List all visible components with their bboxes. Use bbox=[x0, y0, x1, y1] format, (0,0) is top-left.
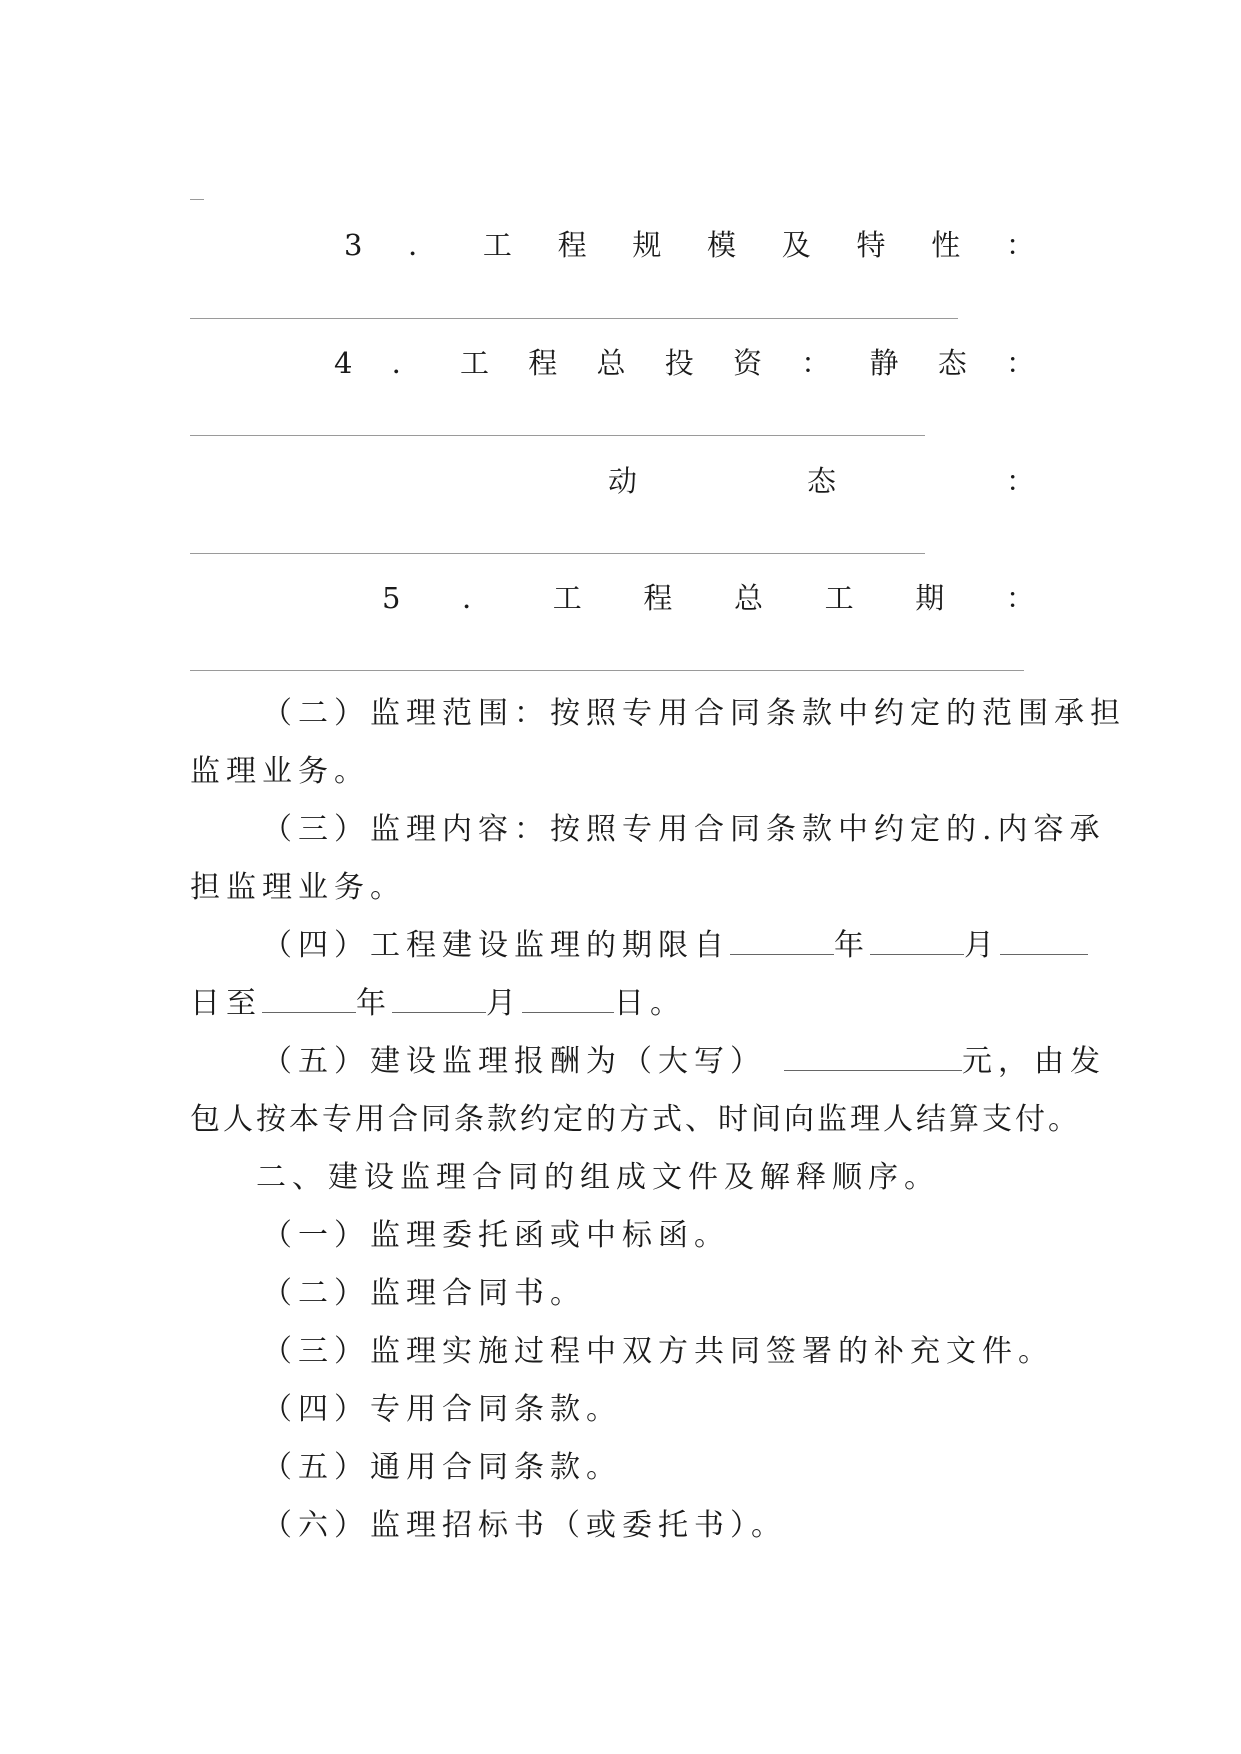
end-day-label: 日。 bbox=[614, 986, 686, 1021]
blank-line-static-investment bbox=[190, 435, 925, 436]
list-item: （四）专用合同条款。 bbox=[262, 1392, 622, 1427]
list-item: （五）通用合同条款。 bbox=[262, 1450, 622, 1485]
heading-row-dynamic bbox=[608, 461, 1035, 501]
row3-char: 性 bbox=[931, 228, 961, 262]
row5-char: ． bbox=[462, 581, 492, 615]
fee-line-2: 包人按本专用合同条款约定的方式、时间向监理人结算支付。 bbox=[190, 1102, 1081, 1137]
fee-suffix: 元，由发 bbox=[962, 1044, 1106, 1079]
row5-char: 工 bbox=[824, 581, 854, 615]
dynamic-char: 动 bbox=[608, 464, 638, 498]
row5-char: 程 bbox=[643, 581, 673, 615]
row3-char: 程 bbox=[557, 228, 587, 262]
dynamic-char: 态 bbox=[806, 464, 836, 498]
content-line-2: 担监理业务。 bbox=[190, 870, 406, 905]
heading-row-5 bbox=[382, 578, 1035, 618]
row4-char: 工 bbox=[459, 346, 489, 380]
period-line-1 bbox=[190, 917, 1050, 975]
row4-char: 4 bbox=[334, 346, 353, 380]
row3-char: 工 bbox=[482, 228, 512, 262]
row4-char: ． bbox=[391, 346, 421, 380]
heading-row-4 bbox=[334, 343, 1035, 383]
heading-row-3 bbox=[344, 225, 1035, 265]
row5-char: 5 bbox=[382, 581, 401, 615]
row5-char: 工 bbox=[552, 581, 582, 615]
fee-prefix: （五）建设监理报酬为（大写） bbox=[262, 1044, 766, 1079]
year-label: 年 bbox=[834, 928, 870, 963]
row5-char: ： bbox=[1005, 581, 1035, 615]
row5-char: 总 bbox=[734, 581, 764, 615]
end-year-label: 年 bbox=[356, 986, 392, 1021]
list-item: （三）监理实施过程中双方共同签署的补充文件。 bbox=[262, 1334, 1054, 1369]
day-to-label: 日至 bbox=[190, 986, 262, 1021]
fee-line-1 bbox=[190, 1033, 1106, 1091]
row5-char: 期 bbox=[915, 581, 945, 615]
year-blank bbox=[730, 930, 834, 955]
row3-char: 模 bbox=[707, 228, 737, 262]
period-prefix: （四）工程建设监理的期限自 bbox=[262, 928, 730, 963]
blank-line-duration bbox=[190, 670, 1024, 671]
row4-char: 静 bbox=[869, 346, 899, 380]
row3-char: ． bbox=[408, 228, 438, 262]
blank-line-dynamic-investment bbox=[190, 553, 925, 554]
row3-char: 规 bbox=[632, 228, 662, 262]
content-line-1: （三）监理内容：按照专用合同条款中约定的.内容承 bbox=[262, 812, 1106, 847]
period-line-2 bbox=[190, 975, 1050, 1033]
end-day-blank bbox=[522, 988, 614, 1013]
row3-char: 3 bbox=[344, 228, 363, 262]
scope-line-1: （二）监理范围：按照专用合同条款中约定的范围承担 bbox=[262, 696, 1126, 731]
row4-char: ： bbox=[1005, 346, 1035, 380]
month-label: 月 bbox=[964, 928, 1000, 963]
row3-char: ： bbox=[1005, 228, 1035, 262]
end-month-blank bbox=[392, 988, 486, 1013]
end-month-label: 月 bbox=[486, 986, 522, 1021]
row4-char: 程 bbox=[528, 346, 558, 380]
row4-char: 资 bbox=[732, 346, 762, 380]
section-2-title: 二、建设监理合同的组成文件及解释顺序。 bbox=[256, 1160, 940, 1195]
row4-char: 态 bbox=[937, 346, 967, 380]
row3-char: 特 bbox=[856, 228, 886, 262]
list-item: （二）监理合同书。 bbox=[262, 1276, 586, 1311]
row4-char: 总 bbox=[596, 346, 626, 380]
fee-amount-blank bbox=[784, 1046, 962, 1071]
scope-line-2: 监理业务。 bbox=[190, 754, 370, 789]
row3-char: 及 bbox=[781, 228, 811, 262]
end-year-blank bbox=[262, 988, 356, 1013]
row4-char: ： bbox=[801, 346, 831, 380]
blank-line-scale bbox=[190, 318, 958, 319]
row4-char: 投 bbox=[664, 346, 694, 380]
dynamic-char: ： bbox=[1005, 464, 1035, 498]
top-dash-mark bbox=[190, 199, 204, 200]
list-item: （六）监理招标书（或委托书）。 bbox=[262, 1508, 787, 1543]
day-blank bbox=[1000, 930, 1088, 955]
list-item: （一）监理委托函或中标函。 bbox=[262, 1218, 730, 1253]
month-blank bbox=[870, 930, 964, 955]
